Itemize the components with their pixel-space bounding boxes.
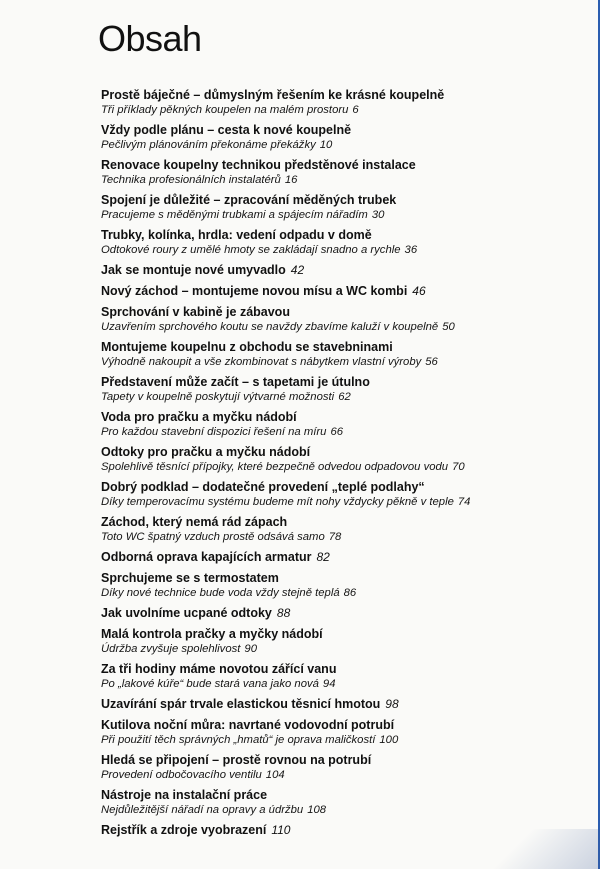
toc-entry — [101, 88, 571, 117]
toc-entry-page: 66 — [330, 426, 344, 438]
toc-entry — [101, 375, 571, 404]
toc-entry-title: Nový záchod – montujeme novou mísu a WC kombi 46 — [101, 284, 426, 298]
toc-entry-page: 10 — [319, 139, 333, 151]
toc-entry-subtitle: Spolehlivě těsnící přípojky, které bezpečně odvedou odpadovou vodu 70 — [101, 461, 465, 473]
toc-entry-page: 86 — [343, 587, 357, 599]
toc-entry-title: Jak uvolníme ucpané odtoky 88 — [101, 606, 291, 620]
toc-entry-page: 78 — [328, 531, 342, 543]
toc-entry — [101, 305, 571, 334]
toc-entry-title: Jak se montuje nové umyvadlo 42 — [101, 263, 305, 277]
toc-entry — [101, 788, 571, 817]
toc-entry-subtitle: Díky temperovacímu systému budeme mít nohy vždycky pěkně v teple 74 — [101, 496, 471, 508]
toc-entry — [101, 571, 571, 600]
toc-entry-title: Nástroje na instalační práce — [101, 788, 268, 802]
toc-entry-subtitle: Pečlivým plánováním překonáme překážky 10 — [101, 139, 333, 151]
toc-entry-page: 110 — [271, 823, 291, 837]
toc-entry-subtitle: Tři příklady pěkných koupelen na malém prostoru 6 — [101, 104, 359, 116]
toc-entry-subtitle: Nejdůležitější nářadí na opravy a údržbu 108 — [101, 804, 327, 816]
toc-entry-title: Hledá se připojení – prostě rovnou na potrubí — [101, 753, 372, 767]
scan-shadow — [460, 829, 600, 869]
toc-entry-page: 100 — [379, 734, 399, 746]
toc-entry-page: 104 — [265, 769, 285, 781]
toc-entry-title: Záchod, který nemá rád zápach — [101, 515, 288, 529]
toc-entry — [101, 263, 571, 278]
toc-entry-subtitle: Toto WC špatný vzduch prostě odsává samo 78 — [101, 531, 342, 543]
toc-entry — [101, 718, 571, 747]
toc-entry-title: Kutilova noční můra: navrtané vodovodní potrubí — [101, 718, 395, 732]
toc-entry — [101, 123, 571, 152]
toc-entry-page: 70 — [452, 461, 465, 473]
toc-entry-subtitle: Technika profesionálních instalatérů 16 — [101, 174, 298, 186]
toc-entry-page: 16 — [284, 174, 298, 186]
toc-entry — [101, 550, 571, 565]
toc-entry-page: 36 — [404, 244, 418, 256]
page-title: Obsah — [98, 18, 202, 59]
toc-entry-title: Představení může začít – s tapetami je útulno — [101, 375, 370, 389]
toc-entry-page: 30 — [371, 209, 385, 221]
toc-entry-subtitle: Díky nové technice bude voda vždy stejně teplá 86 — [101, 587, 357, 599]
table-of-contents — [101, 88, 571, 844]
toc-entry-subtitle: Údržba zvyšuje spolehlivost 90 — [101, 643, 257, 655]
toc-entry-page: 94 — [322, 678, 336, 690]
toc-entry-title: Sprchujeme se s termostatem — [101, 571, 279, 585]
toc-entry-title: Dobrý podklad – dodatečné provedení „teplé podlahy“ — [101, 480, 425, 494]
toc-entry-page: 46 — [412, 284, 426, 298]
toc-entry-subtitle: Uzavřením sprchového koutu se navždy zbavíme kaluží v koupelně 50 — [101, 321, 455, 333]
toc-entry-subtitle: Odtokové roury z umělé hmoty se zakládají snadno a rychle 36 — [101, 244, 418, 256]
toc-entry-title: Spojení je důležité – zpracování měděných trubek — [101, 193, 397, 207]
toc-entry-title: Odborná oprava kapajících armatur 82 — [101, 550, 330, 564]
toc-entry — [101, 753, 571, 782]
toc-entry-page: 90 — [244, 643, 257, 655]
toc-entry-title: Renovace koupelny technikou předstěnové instalace — [101, 158, 416, 172]
toc-entry — [101, 480, 571, 509]
toc-entry-subtitle: Tapety v koupelně poskytují výtvarné možnosti 62 — [101, 391, 351, 403]
toc-entry-page: 74 — [457, 496, 471, 508]
toc-entry — [101, 662, 571, 691]
toc-entry-subtitle: Při použití těch správných „hmatů“ je oprava maličkostí 100 — [101, 734, 399, 746]
toc-entry-subtitle: Pro každou stavební dispozici řešení na míru 66 — [101, 426, 344, 438]
toc-entry-title: Odtoky pro pračku a myčku nádobí — [101, 445, 311, 459]
toc-entry-title: Vždy podle plánu – cesta k nové koupelně — [101, 123, 352, 137]
toc-entry — [101, 284, 571, 299]
toc-entry — [101, 445, 571, 474]
toc-entry-subtitle: Pracujeme s měděnými trubkami a spájecím nářadím 30 — [101, 209, 385, 221]
toc-entry-title: Montujeme koupelnu z obchodu se stavebninami — [101, 340, 393, 354]
toc-entry-title: Rejstřík a zdroje vyobrazení 110 — [101, 823, 291, 837]
toc-entry-title: Uzavírání spár trvale elastickou těsnicí hmotou 98 — [101, 697, 399, 711]
toc-entry-page: 88 — [276, 606, 291, 620]
toc-entry-page: 98 — [385, 697, 399, 711]
toc-entry — [101, 340, 571, 369]
toc-entry-subtitle: Po „lakové kúře“ bude stará vana jako nová 94 — [101, 678, 336, 690]
toc-entry-page: 62 — [338, 391, 351, 403]
toc-entry-page: 56 — [425, 356, 438, 368]
toc-entry-title: Za tři hodiny máme novotou zářící vanu — [101, 662, 337, 676]
toc-entry — [101, 193, 571, 222]
toc-entry-title: Prostě báječné – důmyslným řešením ke krásné koupelně — [101, 88, 445, 102]
toc-entry-subtitle: Výhodně nakoupit a vše zkombinovat s nábytkem vlastní výroby 56 — [101, 356, 438, 368]
toc-entry-page: 82 — [316, 550, 330, 564]
toc-entry-title: Malá kontrola pračky a myčky nádobí — [101, 627, 323, 641]
toc-entry — [101, 697, 571, 712]
toc-entry-subtitle: Provedení odbočovacího ventilu 104 — [101, 769, 285, 781]
toc-entry — [101, 410, 571, 439]
toc-entry — [101, 627, 571, 656]
toc-entry — [101, 515, 571, 544]
toc-entry-page: 6 — [352, 104, 359, 116]
toc-entry-page: 50 — [442, 321, 455, 333]
toc-entry — [101, 606, 571, 621]
toc-entry-page: 108 — [307, 804, 327, 816]
toc-entry-title: Voda pro pračku a myčku nádobí — [101, 410, 297, 424]
toc-entry-title: Sprchování v kabině je zábavou — [101, 305, 290, 319]
toc-entry-page: 42 — [290, 263, 305, 277]
toc-entry — [101, 228, 571, 257]
toc-entry-title: Trubky, kolínka, hrdla: vedení odpadu v domě — [101, 228, 372, 242]
toc-entry — [101, 158, 571, 187]
